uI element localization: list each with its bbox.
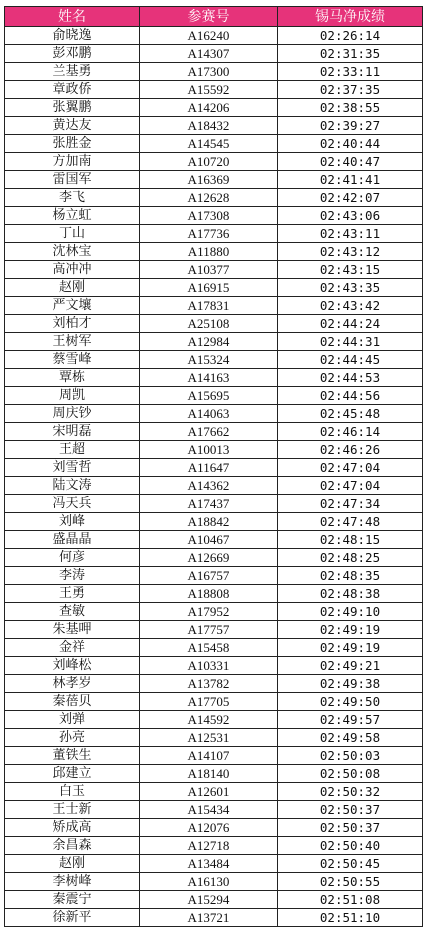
runner-name-cell: 金祥 xyxy=(5,639,140,657)
table-row xyxy=(5,279,423,297)
runner-name-cell: 沈林宝 xyxy=(5,243,140,261)
bib-number-cell: A18842 xyxy=(140,513,278,531)
bib-number-cell: A13721 xyxy=(140,909,278,927)
table-row xyxy=(5,819,423,837)
net-time-cell: 02:43:11 xyxy=(278,225,423,243)
table-row xyxy=(5,585,423,603)
runner-name-cell: 张胜金 xyxy=(5,135,140,153)
net-time-cell: 02:43:35 xyxy=(278,279,423,297)
net-time-cell: 02:50:08 xyxy=(278,765,423,783)
table-row xyxy=(5,711,423,729)
runner-name-cell: 王勇 xyxy=(5,585,140,603)
runner-name-cell: 严文壤 xyxy=(5,297,140,315)
table-row xyxy=(5,459,423,477)
runner-name-cell: 盛晶晶 xyxy=(5,531,140,549)
runner-name-cell: 张翼鹏 xyxy=(5,99,140,117)
table-row xyxy=(5,567,423,585)
net-time-cell: 02:49:19 xyxy=(278,621,423,639)
bib-number-cell: A14307 xyxy=(140,45,278,63)
bib-number-cell: A17831 xyxy=(140,297,278,315)
table-row xyxy=(5,423,423,441)
net-time-cell: 02:50:40 xyxy=(278,837,423,855)
runner-name-cell: 周凯 xyxy=(5,387,140,405)
net-time-cell: 02:50:55 xyxy=(278,873,423,891)
bib-number-cell: A15592 xyxy=(140,81,278,99)
net-time-cell: 02:48:15 xyxy=(278,531,423,549)
net-time-cell: 02:43:06 xyxy=(278,207,423,225)
table-row xyxy=(5,549,423,567)
runner-name-cell: 赵刚 xyxy=(5,279,140,297)
net-time-cell: 02:33:11 xyxy=(278,63,423,81)
bib-number-cell: A14063 xyxy=(140,405,278,423)
net-time-cell: 02:43:42 xyxy=(278,297,423,315)
column-header-time: 锡马净成绩 xyxy=(278,7,423,27)
net-time-cell: 02:44:53 xyxy=(278,369,423,387)
net-time-cell: 02:40:44 xyxy=(278,135,423,153)
runner-name-cell: 刘峰 xyxy=(5,513,140,531)
table-row xyxy=(5,171,423,189)
bib-number-cell: A16240 xyxy=(140,27,278,45)
bib-number-cell: A17705 xyxy=(140,693,278,711)
net-time-cell: 02:31:35 xyxy=(278,45,423,63)
net-time-cell: 02:51:10 xyxy=(278,909,423,927)
net-time-cell: 02:43:15 xyxy=(278,261,423,279)
runner-name-cell: 兰基勇 xyxy=(5,63,140,81)
runner-name-cell: 丁山 xyxy=(5,225,140,243)
bib-number-cell: A17757 xyxy=(140,621,278,639)
runner-name-cell: 查敏 xyxy=(5,603,140,621)
table-row xyxy=(5,117,423,135)
net-time-cell: 02:49:50 xyxy=(278,693,423,711)
runner-name-cell: 刘峰松 xyxy=(5,657,140,675)
net-time-cell: 02:51:08 xyxy=(278,891,423,909)
bib-number-cell: A14206 xyxy=(140,99,278,117)
bib-number-cell: A10467 xyxy=(140,531,278,549)
bib-number-cell: A10013 xyxy=(140,441,278,459)
bib-number-cell: A14107 xyxy=(140,747,278,765)
net-time-cell: 02:44:24 xyxy=(278,315,423,333)
net-time-cell: 02:50:45 xyxy=(278,855,423,873)
table-row xyxy=(5,909,423,927)
runner-name-cell: 李飞 xyxy=(5,189,140,207)
table-row xyxy=(5,135,423,153)
runner-name-cell: 刘弹 xyxy=(5,711,140,729)
results-body xyxy=(5,27,423,927)
runner-name-cell: 方加南 xyxy=(5,153,140,171)
runner-name-cell: 秦震宁 xyxy=(5,891,140,909)
table-row xyxy=(5,495,423,513)
column-header-name: 姓名 xyxy=(5,7,140,27)
bib-number-cell: A13484 xyxy=(140,855,278,873)
runner-name-cell: 王树军 xyxy=(5,333,140,351)
runner-name-cell: 孙亮 xyxy=(5,729,140,747)
bib-number-cell: A12669 xyxy=(140,549,278,567)
table-row xyxy=(5,801,423,819)
bib-number-cell: A15294 xyxy=(140,891,278,909)
net-time-cell: 02:49:10 xyxy=(278,603,423,621)
table-row xyxy=(5,891,423,909)
table-row xyxy=(5,783,423,801)
bib-number-cell: A18808 xyxy=(140,585,278,603)
table-row xyxy=(5,855,423,873)
runner-name-cell: 刘雪哲 xyxy=(5,459,140,477)
table-row xyxy=(5,153,423,171)
net-time-cell: 02:44:56 xyxy=(278,387,423,405)
runner-name-cell: 白玉 xyxy=(5,783,140,801)
net-time-cell: 02:50:37 xyxy=(278,819,423,837)
bib-number-cell: A17300 xyxy=(140,63,278,81)
bib-number-cell: A16757 xyxy=(140,567,278,585)
runner-name-cell: 章政侨 xyxy=(5,81,140,99)
net-time-cell: 02:39:27 xyxy=(278,117,423,135)
bib-number-cell: A10377 xyxy=(140,261,278,279)
net-time-cell: 02:47:04 xyxy=(278,477,423,495)
runner-name-cell: 徐新平 xyxy=(5,909,140,927)
table-row xyxy=(5,315,423,333)
net-time-cell: 02:46:26 xyxy=(278,441,423,459)
runner-name-cell: 宋明磊 xyxy=(5,423,140,441)
bib-number-cell: A10331 xyxy=(140,657,278,675)
table-row xyxy=(5,747,423,765)
table-row xyxy=(5,225,423,243)
results-table xyxy=(4,6,423,927)
net-time-cell: 02:43:12 xyxy=(278,243,423,261)
net-time-cell: 02:47:48 xyxy=(278,513,423,531)
net-time-cell: 02:42:07 xyxy=(278,189,423,207)
runner-name-cell: 余昌森 xyxy=(5,837,140,855)
table-row xyxy=(5,351,423,369)
table-row xyxy=(5,621,423,639)
bib-number-cell: A12076 xyxy=(140,819,278,837)
net-time-cell: 02:50:32 xyxy=(278,783,423,801)
runner-name-cell: 蔡雪峰 xyxy=(5,351,140,369)
table-row xyxy=(5,387,423,405)
net-time-cell: 02:49:19 xyxy=(278,639,423,657)
table-row xyxy=(5,873,423,891)
net-time-cell: 02:41:41 xyxy=(278,171,423,189)
runner-name-cell: 李树峰 xyxy=(5,873,140,891)
bib-number-cell: A15434 xyxy=(140,801,278,819)
runner-name-cell: 王超 xyxy=(5,441,140,459)
runner-name-cell: 赵刚 xyxy=(5,855,140,873)
runner-name-cell: 冯天兵 xyxy=(5,495,140,513)
runner-name-cell: 黄达友 xyxy=(5,117,140,135)
bib-number-cell: A25108 xyxy=(140,315,278,333)
table-row xyxy=(5,63,423,81)
bib-number-cell: A12628 xyxy=(140,189,278,207)
net-time-cell: 02:46:14 xyxy=(278,423,423,441)
bib-number-cell: A17437 xyxy=(140,495,278,513)
bib-number-cell: A15324 xyxy=(140,351,278,369)
net-time-cell: 02:44:45 xyxy=(278,351,423,369)
runner-name-cell: 林孝岁 xyxy=(5,675,140,693)
bib-number-cell: A18432 xyxy=(140,117,278,135)
bib-number-cell: A10720 xyxy=(140,153,278,171)
net-time-cell: 02:47:04 xyxy=(278,459,423,477)
runner-name-cell: 彭邓鹏 xyxy=(5,45,140,63)
table-row xyxy=(5,405,423,423)
table-row xyxy=(5,441,423,459)
runner-name-cell: 雷国军 xyxy=(5,171,140,189)
bib-number-cell: A14163 xyxy=(140,369,278,387)
table-row xyxy=(5,837,423,855)
net-time-cell: 02:44:31 xyxy=(278,333,423,351)
runner-name-cell: 王士新 xyxy=(5,801,140,819)
table-row xyxy=(5,99,423,117)
net-time-cell: 02:26:14 xyxy=(278,27,423,45)
net-time-cell: 02:49:38 xyxy=(278,675,423,693)
bib-number-cell: A17308 xyxy=(140,207,278,225)
table-row xyxy=(5,243,423,261)
runner-name-cell: 何彦 xyxy=(5,549,140,567)
net-time-cell: 02:48:35 xyxy=(278,567,423,585)
net-time-cell: 02:49:57 xyxy=(278,711,423,729)
runner-name-cell: 周庆钞 xyxy=(5,405,140,423)
bib-number-cell: A17662 xyxy=(140,423,278,441)
bib-number-cell: A12718 xyxy=(140,837,278,855)
bib-number-cell: A17952 xyxy=(140,603,278,621)
table-row xyxy=(5,531,423,549)
runner-name-cell: 陆文涛 xyxy=(5,477,140,495)
runner-name-cell: 朱基呷 xyxy=(5,621,140,639)
net-time-cell: 02:49:58 xyxy=(278,729,423,747)
runner-name-cell: 俞晓逸 xyxy=(5,27,140,45)
bib-number-cell: A14545 xyxy=(140,135,278,153)
bib-number-cell: A15695 xyxy=(140,387,278,405)
bib-number-cell: A11647 xyxy=(140,459,278,477)
net-time-cell: 02:49:21 xyxy=(278,657,423,675)
table-row xyxy=(5,729,423,747)
table-row xyxy=(5,603,423,621)
table-row xyxy=(5,693,423,711)
net-time-cell: 02:50:37 xyxy=(278,801,423,819)
table-row xyxy=(5,477,423,495)
net-time-cell: 02:40:47 xyxy=(278,153,423,171)
net-time-cell: 02:50:03 xyxy=(278,747,423,765)
net-time-cell: 02:38:55 xyxy=(278,99,423,117)
runner-name-cell: 李涛 xyxy=(5,567,140,585)
bib-number-cell: A17736 xyxy=(140,225,278,243)
results-sheet xyxy=(4,6,422,927)
runner-name-cell: 高冲冲 xyxy=(5,261,140,279)
bib-number-cell: A13782 xyxy=(140,675,278,693)
net-time-cell: 02:47:34 xyxy=(278,495,423,513)
table-row xyxy=(5,207,423,225)
table-row xyxy=(5,189,423,207)
runner-name-cell: 刘柏才 xyxy=(5,315,140,333)
runner-name-cell: 邱建立 xyxy=(5,765,140,783)
runner-name-cell: 矫成高 xyxy=(5,819,140,837)
bib-number-cell: A16130 xyxy=(140,873,278,891)
net-time-cell: 02:45:48 xyxy=(278,405,423,423)
bib-number-cell: A12984 xyxy=(140,333,278,351)
table-row xyxy=(5,45,423,63)
table-row xyxy=(5,261,423,279)
net-time-cell: 02:48:25 xyxy=(278,549,423,567)
runner-name-cell: 覃栋 xyxy=(5,369,140,387)
table-row xyxy=(5,369,423,387)
table-row xyxy=(5,27,423,45)
runner-name-cell: 秦蓓贝 xyxy=(5,693,140,711)
bib-number-cell: A15458 xyxy=(140,639,278,657)
bib-number-cell: A12531 xyxy=(140,729,278,747)
table-row xyxy=(5,81,423,99)
header-row xyxy=(5,7,423,27)
bib-number-cell: A16369 xyxy=(140,171,278,189)
runner-name-cell: 董铁生 xyxy=(5,747,140,765)
runner-name-cell: 杨立虹 xyxy=(5,207,140,225)
bib-number-cell: A14592 xyxy=(140,711,278,729)
bib-number-cell: A14362 xyxy=(140,477,278,495)
net-time-cell: 02:37:35 xyxy=(278,81,423,99)
bib-number-cell: A18140 xyxy=(140,765,278,783)
bib-number-cell: A12601 xyxy=(140,783,278,801)
table-row xyxy=(5,513,423,531)
column-header-bib: 参赛号 xyxy=(140,7,278,27)
table-row xyxy=(5,765,423,783)
net-time-cell: 02:48:38 xyxy=(278,585,423,603)
table-row xyxy=(5,639,423,657)
table-row xyxy=(5,675,423,693)
bib-number-cell: A16915 xyxy=(140,279,278,297)
bib-number-cell: A11880 xyxy=(140,243,278,261)
table-row xyxy=(5,657,423,675)
table-row xyxy=(5,333,423,351)
table-row xyxy=(5,297,423,315)
